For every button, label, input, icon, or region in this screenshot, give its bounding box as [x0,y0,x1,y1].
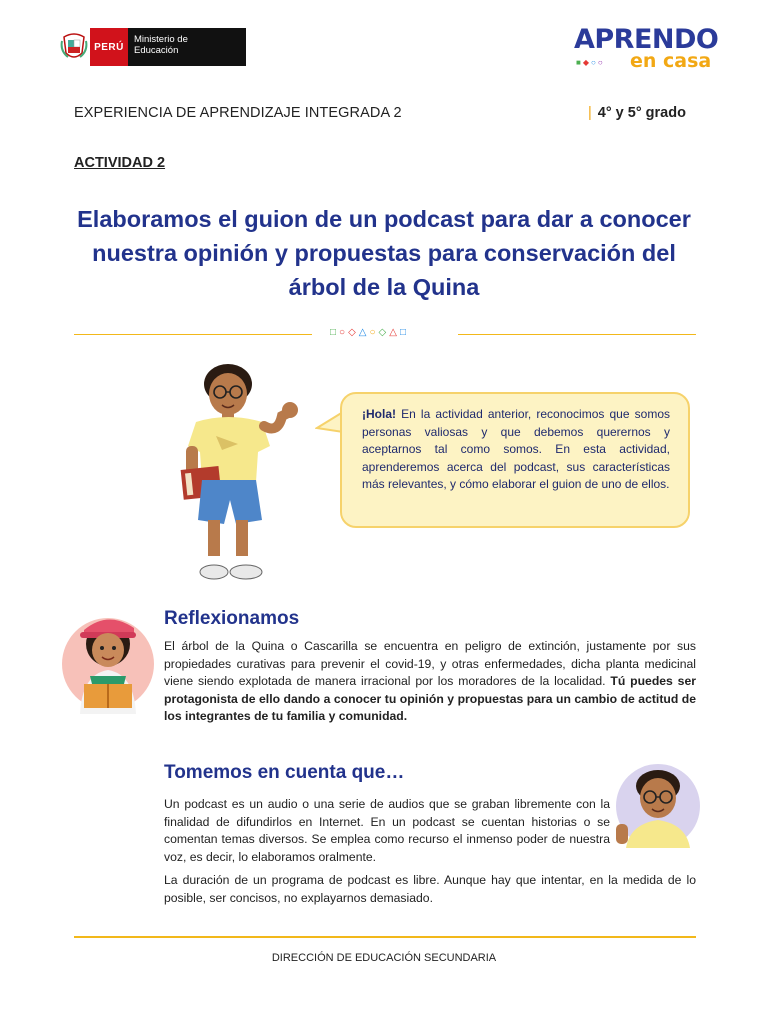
divider-left [74,334,312,335]
peru-label: PERÚ [90,28,128,66]
podcast-paragraph-2: La duración de un programa de podcast es libre. Aunque hay que intentar, en la medida de lo posible, ser concisos, no explayarnos demasiado. [164,873,696,905]
peru-seal-icon [58,28,90,66]
grade-label: | 4° y 5° grado [588,105,686,121]
boy-illustration [178,360,308,590]
tomemos-heading: Tomemos en cuenta que… [164,762,405,783]
reflexionamos-heading: Reflexionamos [164,608,300,629]
footer-divider [74,936,696,938]
aprendo-logo-text: APRENDO [574,24,719,55]
ministry-label: Ministerio de Educación [128,28,246,66]
ministry-logo [58,28,246,66]
aprendo-en-casa-logo [574,26,718,72]
reflexionamos-paragraph [164,638,696,726]
page-title: Elaboramos el guion de un podcast para dar a conocer nuestra opinión y propuestas para conservación del árbol de la Quina [77,206,691,300]
experience-title: EXPERIENCIA DE APRENDIZAJE INTEGRADA 2 [74,105,402,121]
bubble-text [362,406,670,494]
en-casa-logo-text: en casa [630,50,712,72]
footer-text: DIRECCIÓN DE EDUCACIÓN SECUNDARIA [271,952,497,964]
logo-shapes-icon: ■◆○○ [576,58,605,67]
boy-portrait-illustration [612,762,702,848]
podcast-paragraph-1: Un podcast es un audio o una serie de audios que se graban libremente con la finalidad de difundirlos en Internet. En un podcast se cuentan historias o se comentan temas diversos. Se emplea como recurso el inmenso poder de nuestra voz, es decir, lo elaboramos oralmente. [164,797,610,864]
divider-right [458,334,696,335]
decorative-shapes-icon: □○◇△○◇△□ [330,327,409,338]
bubble-greeting: ¡Hola! [362,407,396,421]
reflexionamos-text: El árbol de la Quina o Cascarilla se encuentra en peligro de extinción, justamente por sus propiedades curativas para prevenir el covid-19, y otras enfermedades, dicha planta medicinal viene siendo explotada de manera irracional por los moradores de la localidad. [164,639,696,688]
bubble-body: En la actividad anterior, reconocimos que somos personas valiosas y que debemos querernos y aceptarnos tal como somos. En esta actividad, aprenderemos acerca del podcast, sus características más relevantes, y cómo elaborar el guion de uno de ellos. [362,407,670,491]
reflexionamos-bold-text: Tú puedes ser protagonista de ello dando a conocer tu opinión y propuestas para un cambio de actitud de los integrantes de tu familia y comunidad. [164,674,696,723]
grade-text: 4° y 5° grado [597,105,686,121]
girl-reading-illustration [60,604,156,714]
activity-label: ACTIVIDAD 2 [74,155,166,171]
